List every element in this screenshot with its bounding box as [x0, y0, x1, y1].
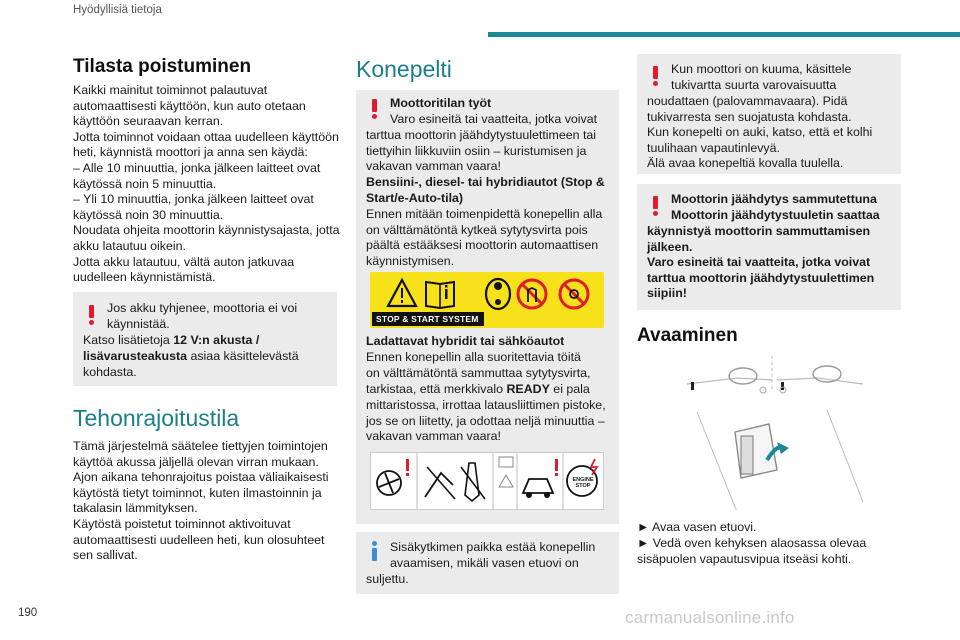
hybrid-line1: Ennen konepellin alla suoritettavia töitä: [366, 350, 581, 364]
section-title-power-limit: Tehonrajoitustila: [73, 405, 240, 431]
battery-warning-line4: lisävarusteakusta asiaa käsittelevästä: [83, 349, 299, 363]
hot-engine-line1: Kun moottori on kuuma, käsittele: [671, 62, 852, 76]
warning-icon: [372, 99, 378, 119]
stop-start-pictogram-strip: [370, 272, 604, 328]
engine-work-first-line: Varo esineitä tai vaatteita, jotka voivat: [390, 112, 598, 126]
stop-start-label: STOP & START SYSTEM: [376, 314, 479, 324]
fan-warning-line1: Moottorin jäähdytys sammutettuna: [671, 192, 877, 206]
dashboard-steering-wheel-right-icon: [777, 366, 863, 393]
info-icon: [372, 541, 378, 561]
door-frame-release-lever-icon: [697, 410, 863, 510]
hybrid-pictograms: [371, 453, 603, 509]
section-title-opening: Avaaminen: [637, 325, 738, 346]
section-title-bonnet: Konepelti: [356, 56, 452, 82]
caution-triangle-icon: [388, 280, 416, 306]
warning-icon: [89, 305, 95, 325]
page-number: 190: [18, 607, 38, 619]
hybrid-pictogram-strip: [370, 452, 604, 510]
section-title-exit: Tilasta poistuminen: [73, 56, 252, 77]
fan-warning-line2: Moottorin jäähdytystuuletin saattaa: [671, 208, 880, 222]
hybrid-subtitle: Ladattavat hybridit tai sähköautot: [366, 334, 565, 348]
top-accent-rule: [488, 32, 960, 37]
fan-belt-icon: [486, 279, 510, 309]
watermark: carmanualsonline.info: [625, 608, 795, 627]
stop-start-subtitle: Bensiini-, diesel- tai hybridiautot (Stop & Start/e-Auto-tila): [366, 175, 605, 205]
opening-step-2-cont: sisäpuolen vapautusvipua itseäsi kohti.: [637, 552, 852, 566]
engine-work-body: tarttua moottorin jäähdytystuulettimeen tai tiettyihin liikkuviin osiin – kuristumisen ja vakavan vamman vaara!: [366, 128, 597, 174]
info-line2: avaamisen, mikäli vasen etuovi on: [390, 556, 579, 570]
hybrid-line3: tarkistaa, että merkkivalo READY ei pala: [366, 382, 590, 396]
dashboard-steering-wheel-left-icon: [687, 368, 773, 393]
engine-stop-label: ENGINE STOP: [572, 477, 594, 489]
no-hands-icon: [518, 280, 546, 308]
battery-warning-line1: Jos akku tyhjenee, moottoria ei voi: [107, 301, 298, 315]
opening-step-1: ► Avaa vasen etuovi.: [637, 520, 757, 534]
power-limit-body-text: Tämä järjestelmä säätelee tiettyjen toimintojen käyttöä akussa jäljellä olevan virran mukaan. Ajon aikana tehonrajoitus poistaa väliaikaisesti käytöstä tietyt toiminnot, kuten ilmastoinnin ja takalasin lämmityksen. Käytöstä poistetut toiminnot aktivoituvat automaattisesti uudelleen heti, kun olosuhteet sen sallivat.: [73, 439, 329, 563]
hot-engine-icon: [523, 459, 558, 498]
opening-step-2: ► Vedä oven kehyksen alaosassa olevaa: [637, 536, 867, 550]
engine-work-title: Moottoritilan työt: [390, 96, 492, 110]
running-head: Hyödyllisiä tietoja: [73, 4, 162, 16]
stop-start-body: Ennen mitään toimenpidettä konepellin alla on välttämätöntä kytkeä sytytysvirta pois päältä estääksesi moottorin automaattisen käynnistymisen.: [366, 207, 603, 268]
fan-warning-body: käynnistyä moottorin sammuttamisen jälkeen. Varo esineitä tai vaatteita, jotka voivat tarttua moottorin jäähdytystuulettimen siipiin!: [647, 224, 875, 301]
no-hand-icon: [425, 467, 455, 499]
bonnet-release-illustration: [677, 352, 867, 510]
manual-book-icon: [426, 282, 454, 308]
manual-warning-icon: [499, 457, 513, 487]
warning-icon: [653, 66, 659, 86]
no-touch-fan-icon: [560, 280, 588, 308]
hot-engine-body: noudattaen (palovammavaara). Pidä tukivarresta sen suojatusta kohdasta. Kun konepelti on auki, katso, että et kolhi tuulihaan vapautinlevyä. Älä avaa konepeltiä kovalla tuulella.: [647, 94, 873, 171]
battery-warning-line2: käynnistää.: [107, 317, 170, 331]
hot-engine-line2: tukivartta suurta varovaisuutta: [671, 78, 837, 92]
exit-body-text: Kaikki mainitut toiminnot palautuvat automaattisesti käyttöön, kun auto otetaan käyttöön seuraavan kerran. Jotta toiminnot voidaan ottaa uudelleen käyttöön heti, käynnistä moottori ja anna sen käydä: – Alle 10 minuuttia, jonka jälkeen laitteet ovat käytössä noin 5 minuuttia. – Yli 10 minuuttia, jonka jälkeen laitteet ovat käytössä noin 30 minuuttia. Noudata ohjeita moottorin käynnistysajasta, jotta akku latautuu oikein. Jotta akku latautuu, vältä auton jatkuvaa uudelleen käynnistämistä.: [73, 83, 340, 285]
battery-warning-line3: Katso lisätietoja 12 V:n akusta /: [83, 333, 260, 347]
warning-icon: [653, 196, 659, 216]
info-line1: Sisäkytkimen paikka estää konepellin: [390, 540, 596, 554]
fan-danger-icon: [377, 459, 409, 495]
no-tie-icon: [461, 463, 485, 501]
hybrid-line2: on välttämätöntä sammuttaa sytytysvirta,: [366, 366, 591, 380]
battery-warning-line5: kohdasta.: [83, 365, 137, 379]
info-line3: suljettu.: [366, 572, 409, 586]
hybrid-rest: mittaristossa, irrottaa latausliittimen pistoke, jos se on liitetty, ja odottaa neljä minuuttia – vakavan vamman vaara!: [366, 398, 606, 444]
